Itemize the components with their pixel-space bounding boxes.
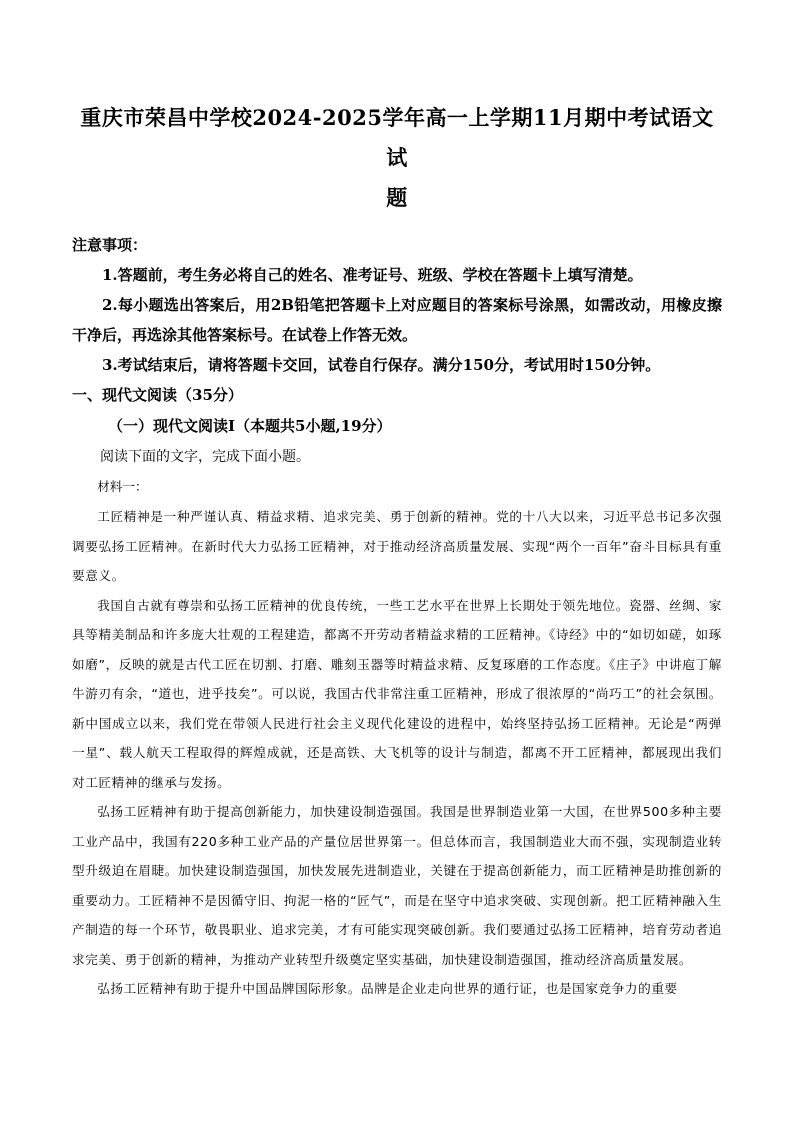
page-title-line-1: 重庆市荣昌中学校2024-2025学年高一上学期11月期中考试语文试: [80, 105, 714, 170]
body-paragraph-3: 弘扬工匠精神有助于提高创新能力，加快建设制造强国。我国是世界制造业第一大国，在世界500多种主要工业产品中，我国有220多种工业产品的产量位居世界第一。但总体而言，我国制造业大而不强，实现制造业转型升级迫在眉睫。加快建设制造强国，加快发展先进制造业，关键在于提高创新能力，而工匠精神是助推创新的重要动力。工匠精神不是因循守旧、拘泥一格的“匠气”，而是在坚守中追求突破、实现创新。把工匠精神融入生产制造的每一个环节，敬畏职业、追求完美，才有可能实现突破创新。我们要通过弘扬工匠精神，培育劳动者追求完美、勇于创新的精神，为推动产业转型升级奠定坚实基础，加快建设制造强国，推动经济高质量发展。: [72, 804, 722, 967]
page-title: [72, 98, 722, 218]
material-label: 材料一：: [97, 479, 148, 494]
notice-item-3: 3.考试结束后，请将答题卡交回，试卷自行保存。满分150分，考试用时150分钟。: [102, 356, 661, 374]
notice-item-1: 1.答题前，考生务必将自己的姓名、准考证号、班级、学校在答题卡上填写清楚。: [102, 266, 643, 284]
body-paragraph-2: 我国自古就有尊崇和弘扬工匠精神的优良传统，一些工艺水平在世界上长期处于领先地位。瓷器、丝绸、家具等精美制品和许多庞大壮观的工程建造，都离不开劳动者精益求精的工匠精神。《诗经》中的“如切如磋，如琢如磨”，反映的就是古代工匠在切割、打磨、雕刻玉器等时精益求精、反复琢磨的工作态度。《庄子》中讲庖丁解牛游刃有余，“道也，进乎技矣”。可以说，我国古代非常注重工匠精神，形成了很浓厚的“尚巧工”的社会氛围。新中国成立以来，我们党在带领人民进行社会主义现代化建设的进程中，始终坚持弘扬工匠精神。无论是“两弹一星”、载人航天工程取得的辉煌成就，还是高铁、大飞机等的设计与制造，都离不开工匠精神，都展现出我们对工匠精神的继承与发扬。: [72, 597, 722, 790]
page-title-line-2: 题: [386, 185, 408, 210]
reading-instruction: 阅读下面的文字，完成下面小题。: [100, 449, 310, 465]
notice-item-2: 2.每小题选出答案后，用2B铅笔把答题卡上对应题目的答案标号涂黑，如需改动，用橡皮擦干净后，再选涂其他答案标号。在试卷上作答无效。: [72, 296, 722, 344]
section-heading: 一、现代文阅读（35分）: [72, 386, 243, 404]
body-paragraph-1: 工匠精神是一种严谨认真、精益求精、追求完美、勇于创新的精神。党的十八大以来，习近平总书记多次强调要弘扬工匠精神。在新时代大力弘扬工匠精神，对于推动经济高质量发展、实现“两个一百年”奋斗目标具有重要意义。: [72, 509, 722, 583]
notice-heading: 注意事项：: [72, 236, 148, 254]
body-paragraph-4: 弘扬工匠精神有助于提升中国品牌国际形象。品牌是企业走向世界的通行证，也是国家竞争力的重要: [97, 981, 678, 996]
subsection-heading: （一）现代文阅读Ⅰ（本题共5小题,19分）: [108, 417, 392, 435]
